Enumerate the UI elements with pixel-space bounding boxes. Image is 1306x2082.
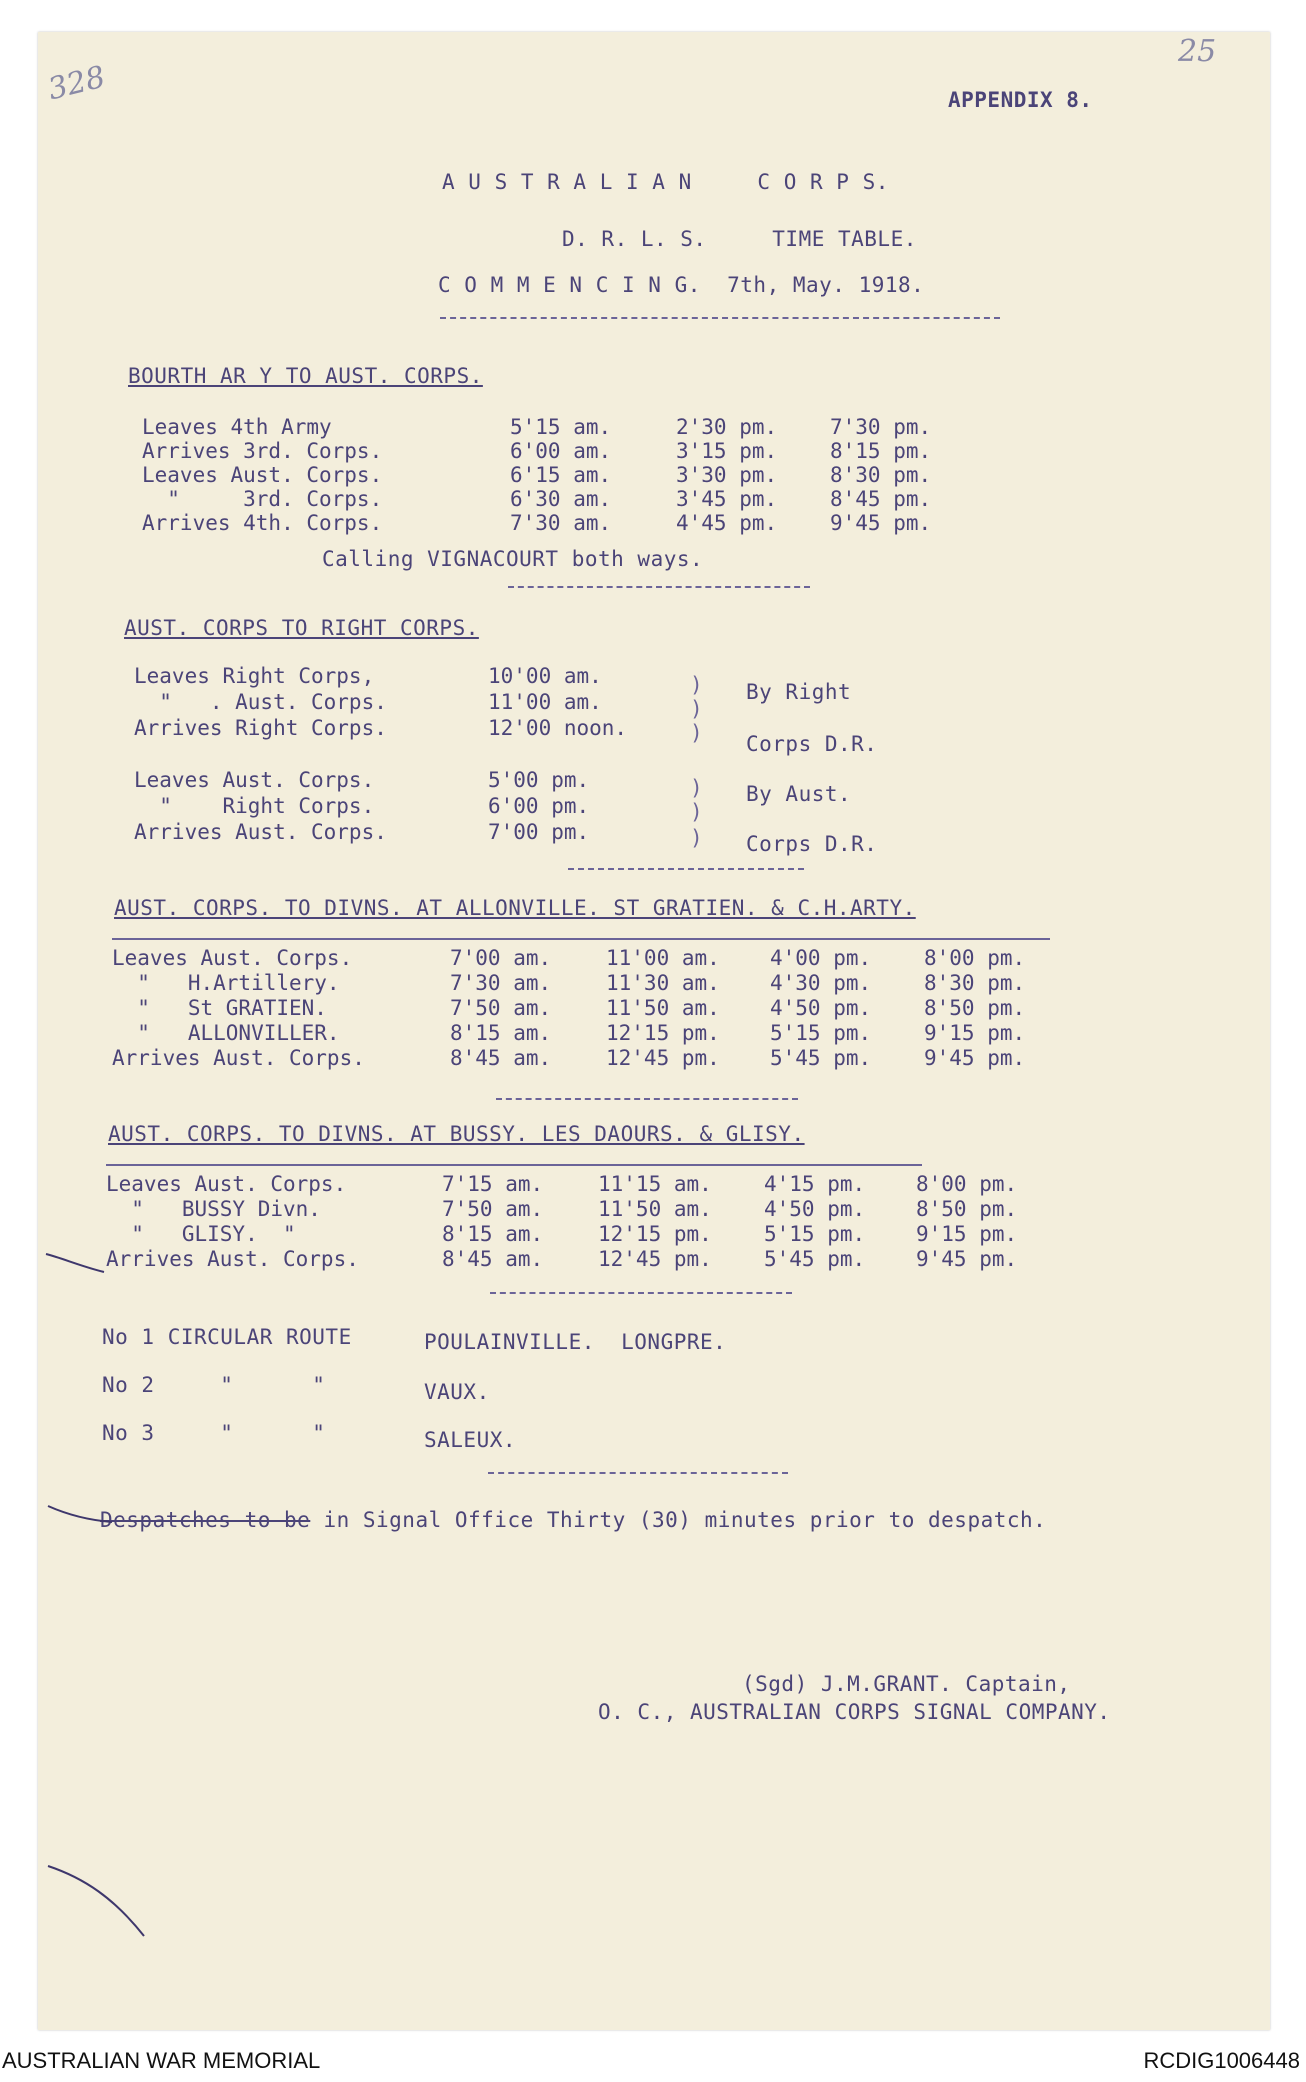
time-cell: 4'30 pm. <box>770 971 872 995</box>
row-label: Arrives Aust. Corps. <box>112 1046 365 1070</box>
time-cell: 11'50 am. <box>598 1197 712 1221</box>
doc-title-line1: A U S T R A L I A N C O R P S. <box>442 170 889 194</box>
time-cell: 11'15 am. <box>598 1172 712 1196</box>
handwritten-page-number-left: 328 <box>44 59 109 108</box>
section4-divider <box>490 1292 792 1294</box>
time-cell: 11'00 am. <box>488 690 602 714</box>
section2-divider <box>568 868 804 870</box>
section4-title: AUST. CORPS. TO DIVNS. AT BUSSY. LES DAOURS. & GLISY. <box>108 1122 805 1146</box>
bracket-3: ) <box>690 721 703 745</box>
time-cell: 8'15 am. <box>442 1222 544 1246</box>
section1-note: Calling VIGNACOURT both ways. <box>322 547 704 571</box>
table-row <box>0 664 1306 688</box>
time-cell: 4'45 pm. <box>676 511 778 535</box>
time-cell: 4'15 pm. <box>764 1172 866 1196</box>
section2-note2a: By Aust. <box>746 782 852 806</box>
time-cell: 5'45 pm. <box>770 1046 872 1070</box>
table-row <box>0 820 1306 844</box>
section3-title-rule <box>112 938 1050 940</box>
table-row <box>0 1021 1306 1045</box>
time-cell: 5'15 pm. <box>764 1222 866 1246</box>
table-row <box>0 996 1306 1020</box>
route1-place: POULAINVILLE. LONGPRE. <box>424 1330 727 1354</box>
row-label: Leaves Aust. Corps. <box>142 463 383 487</box>
time-cell: 3'45 pm. <box>676 487 778 511</box>
row-label: " . Aust. Corps. <box>134 690 387 714</box>
section3-title: AUST. CORPS. TO DIVNS. AT ALLONVILLE. ST GRATIEN. & C.H.ARTY. <box>114 896 916 920</box>
time-cell: 8'50 pm. <box>924 996 1026 1020</box>
time-cell: 12'15 pm. <box>606 1021 720 1045</box>
row-label: Arrives 4th. Corps. <box>142 511 383 535</box>
time-cell: 8'15 am. <box>450 1021 552 1045</box>
row-label: " Right Corps. <box>134 794 375 818</box>
time-cell: 11'50 am. <box>606 996 720 1020</box>
time-cell: 8'30 pm. <box>924 971 1026 995</box>
row-label: Arrives Right Corps. <box>134 716 387 740</box>
route2-place: VAUX. <box>424 1380 490 1404</box>
time-cell: 12'45 pm. <box>606 1046 720 1070</box>
time-cell: 8'45 pm. <box>830 487 932 511</box>
time-cell: 8'00 pm. <box>916 1172 1018 1196</box>
table-row <box>0 415 1306 439</box>
footer-archive-name: AUSTRALIAN WAR MEMORIAL <box>2 2048 321 2073</box>
table-row <box>0 463 1306 487</box>
time-cell: 4'50 pm. <box>770 996 872 1020</box>
time-cell: 7'50 am. <box>450 996 552 1020</box>
time-cell: 4'00 pm. <box>770 946 872 970</box>
section2-title: AUST. CORPS TO RIGHT CORPS. <box>124 616 479 640</box>
time-cell: 7'50 am. <box>442 1197 544 1221</box>
time-cell: 3'30 pm. <box>676 463 778 487</box>
despatch-note-struck: Despatches to be <box>100 1508 311 1532</box>
table-row <box>0 439 1306 463</box>
section2-note1b: Corps D.R. <box>746 732 878 756</box>
section1-divider <box>508 586 810 588</box>
section4-title-rule <box>106 1164 922 1166</box>
row-label: " 3rd. Corps. <box>142 487 383 511</box>
table-row <box>0 1172 1306 1196</box>
row-label: Arrives Aust. Corps. <box>106 1247 359 1271</box>
time-cell: 7'30 am. <box>450 971 552 995</box>
signature-line2: O. C., AUSTRALIAN CORPS SIGNAL COMPANY. <box>598 1700 1111 1724</box>
table-row <box>0 690 1306 714</box>
time-cell: 7'00 pm. <box>488 820 590 844</box>
row-label: Arrives Aust. Corps. <box>134 820 387 844</box>
margin-scribble-top <box>46 1500 116 1530</box>
time-cell: 11'00 am. <box>606 946 720 970</box>
table-row <box>0 511 1306 535</box>
time-cell: 6'00 am. <box>510 439 612 463</box>
margin-scribble-mid <box>44 1248 114 1278</box>
row-label: " St GRATIEN. <box>112 996 327 1020</box>
bracket-4: ) <box>690 776 703 800</box>
time-cell: 9'45 pm. <box>830 511 932 535</box>
margin-ink-stroke <box>44 1858 154 1948</box>
time-cell: 12'00 noon. <box>488 716 628 740</box>
table-row <box>0 1046 1306 1070</box>
time-cell: 6'15 am. <box>510 463 612 487</box>
time-cell: 3'15 pm. <box>676 439 778 463</box>
footer-record-id: RCDIG1006448 <box>1143 2048 1300 2073</box>
time-cell: 12'45 pm. <box>598 1247 712 1271</box>
time-cell: 11'30 am. <box>606 971 720 995</box>
time-cell: 7'30 pm. <box>830 415 932 439</box>
time-cell: 12'15 pm. <box>598 1222 712 1246</box>
section1-title: BOURTH AR Y TO AUST. CORPS. <box>128 364 483 388</box>
route3-place: SALEUX. <box>424 1428 517 1452</box>
row-label: Arrives 3rd. Corps. <box>142 439 383 463</box>
table-row <box>0 946 1306 970</box>
table-row <box>0 768 1306 792</box>
table-row <box>0 716 1306 740</box>
time-cell: 8'45 am. <box>442 1247 544 1271</box>
doc-title-line2: D. R. L. S. TIME TABLE. <box>562 227 917 251</box>
row-label: " BUSSY Divn. <box>106 1197 321 1221</box>
section2-note1a: By Right <box>746 680 852 704</box>
row-label: Leaves Right Corps, <box>134 664 375 688</box>
row-label: " ALLONVILLER. <box>112 1021 340 1045</box>
bracket-2: ) <box>690 697 703 721</box>
despatch-note <box>100 1508 1046 1532</box>
handwritten-page-number-right: 25 <box>1178 34 1217 69</box>
time-cell: 6'30 am. <box>510 487 612 511</box>
route1-label: No 1 CIRCULAR ROUTE <box>102 1325 352 1349</box>
time-cell: 2'30 pm. <box>676 415 778 439</box>
time-cell: 8'30 pm. <box>830 463 932 487</box>
despatch-note-rest: in Signal Office Thirty (30) minutes prior to despatch. <box>310 1508 1047 1532</box>
time-cell: 7'30 am. <box>510 511 612 535</box>
time-cell: 5'45 pm. <box>764 1247 866 1271</box>
table-row <box>0 1222 1306 1246</box>
signature-line1: (Sgd) J.M.GRANT. Captain, <box>742 1672 1071 1696</box>
doc-title-line3: C O M M E N C I N G. 7th, May. 1918. <box>438 273 925 297</box>
time-cell: 7'15 am. <box>442 1172 544 1196</box>
table-row <box>0 1247 1306 1271</box>
row-label: Leaves Aust. Corps. <box>134 768 375 792</box>
time-cell: 8'45 am. <box>450 1046 552 1070</box>
time-cell: 4'50 pm. <box>764 1197 866 1221</box>
route2-label: No 2 " " <box>102 1373 326 1397</box>
row-label: " H.Artillery. <box>112 971 340 995</box>
row-label: Leaves Aust. Corps. <box>112 946 353 970</box>
table-row <box>0 971 1306 995</box>
table-row <box>0 487 1306 511</box>
table-row <box>0 1197 1306 1221</box>
time-cell: 5'00 pm. <box>488 768 590 792</box>
time-cell: 9'15 pm. <box>924 1021 1026 1045</box>
time-cell: 7'00 am. <box>450 946 552 970</box>
header-divider <box>440 317 1000 319</box>
section3-divider <box>496 1098 798 1100</box>
time-cell: 8'00 pm. <box>924 946 1026 970</box>
time-cell: 6'00 pm. <box>488 794 590 818</box>
row-label: " GLISY. " <box>106 1222 296 1246</box>
time-cell: 8'15 pm. <box>830 439 932 463</box>
time-cell: 10'00 am. <box>488 664 602 688</box>
bracket-6: ) <box>690 826 703 850</box>
time-cell: 9'45 pm. <box>924 1046 1026 1070</box>
time-cell: 5'15 pm. <box>770 1021 872 1045</box>
routes-divider <box>488 1472 788 1474</box>
bracket-1: ) <box>690 673 703 697</box>
row-label: Leaves 4th Army <box>142 415 332 439</box>
row-label: Leaves Aust. Corps. <box>106 1172 347 1196</box>
time-cell: 9'15 pm. <box>916 1222 1018 1246</box>
time-cell: 9'45 pm. <box>916 1247 1018 1271</box>
time-cell: 8'50 pm. <box>916 1197 1018 1221</box>
section2-note2b: Corps D.R. <box>746 832 878 856</box>
bracket-5: ) <box>690 800 703 824</box>
appendix-label: APPENDIX 8. <box>948 88 1093 112</box>
time-cell: 5'15 am. <box>510 415 612 439</box>
table-row <box>0 794 1306 818</box>
route3-label: No 3 " " <box>102 1421 326 1445</box>
